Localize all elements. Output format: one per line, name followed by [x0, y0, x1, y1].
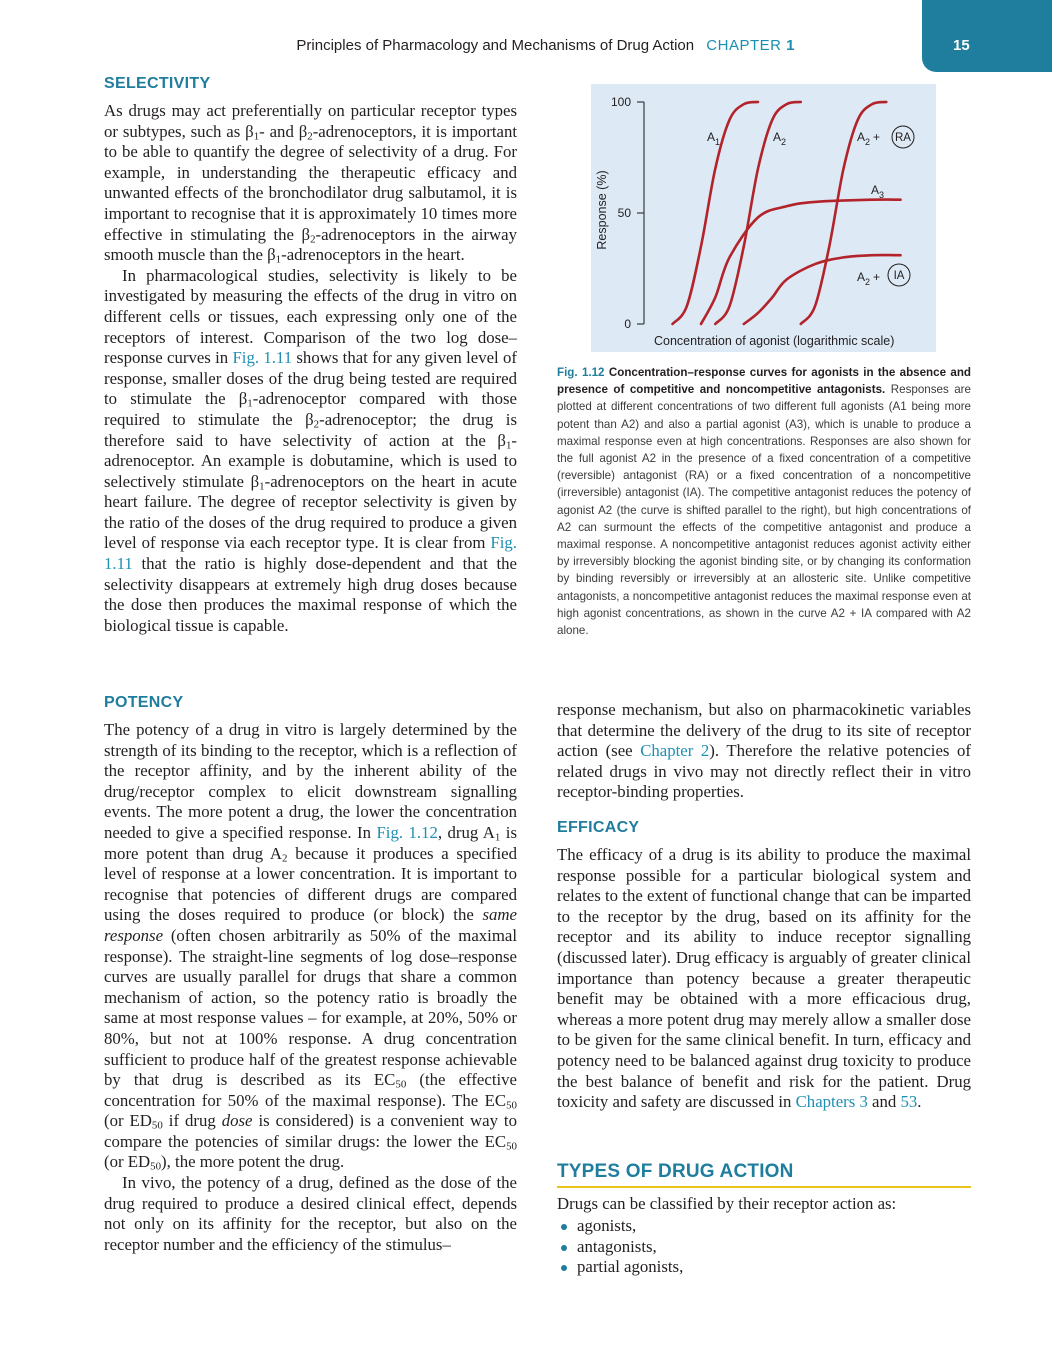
- chapter-53-link[interactable]: 53: [900, 1092, 918, 1112]
- potency-continued-paragraph: response mechanism, but also on pharmacokinetic variables that determine the delivery of the drug to its site of receptor action (see Chapter 2). Therefore the relative potencies of related drugs in vivo may not directly reflect their in vitro receptor-binding properties.: [557, 700, 971, 802]
- curve-a2: [715, 102, 801, 324]
- section-title-potency: POTENCY: [104, 694, 184, 711]
- chapter-2-link[interactable]: Chapter 2: [640, 741, 710, 761]
- potency-paragraph-1: The potency of a drug in vitro is largely determined by the strength of its binding to the receptor, which is a reflection of the receptor affinity, and by the inherent ability of the drug/receptor complex to elicit downstream signalling events. The more potent a drug, the lower the concentration needed to give a specified response. In Fig. 1.12, drug $A_1$ is more potent than drug $A_2$ because it produces a specified level of response at a lower concentration. It is important to recognise that potencies of different drugs are compared using the doses required to produce (or block) the same response (often chosen arbitrarily as 50% of the maximal response). The straight-line segments of log dose–response curves are usually parallel for drugs that share a common mechanism of action, so the potency ratio is broadly the same at most response values – for example, at 20%, 50% or 80%, but not at 100% response. A drug concentration sufficient to produce half of the greatest response achievable by that drug is described as its $EC_{50}$ (the effective concentration for 50% of the maximal response). The $EC_{50}$ (or $ED_{50}$ if drug dose is considered) is a convenient way to compare the potencies of similar drugs: the lower the $EC_{50}$ (or $ED_{50}$), the more potent the drug.: [104, 720, 517, 1174]
- efficacy-text: [557, 845, 971, 1113]
- figure-caption: [557, 364, 971, 639]
- chapter-number: 1: [786, 37, 795, 54]
- list-item: agonists,: [557, 1216, 683, 1237]
- potency-text: [104, 720, 517, 1255]
- tick-label-0: 0: [624, 317, 631, 331]
- caption-body: Responses are plotted at different concentrations of two different full agonists (A1 being more potent than A2) and also a partial agonist (A3), which is unable to produce a maximal response even at high concentrations. Responses are also shown for the full agonist A2 in the presence of a fixed concentration of a competitive (reversible) antagonist (RA) or a fixed concentration of a noncompetitive (irreversible) antagonist (IA). The competitive antagonist reduces the potency of agonist A2 (the curve is shifted parallel to the right), but high concentrations of A2 can surmount the effects of the competitive antagonist and produce a maximal response. A noncompetitive antagonist reduces agonist activity either by irreversibly blocking the agonist binding site, or by changing its conformation by binding reversibly or irreversibly at an allosteric site. Unlike competitive antagonists, a noncompetitive antagonist reduces the maximal response even at high agonist concentrations, as shown in the curve A2 + IA compared with A2 alone.: [557, 383, 971, 638]
- chapter-word: CHAPTER: [706, 37, 782, 54]
- section-title-efficacy: EFFICACY: [557, 819, 640, 836]
- fig-1-11-link[interactable]: Fig. 1.11: [232, 348, 293, 368]
- label-a2: $A_2$: [773, 130, 787, 147]
- concentration-response-chart: [557, 84, 971, 356]
- types-list: [557, 1216, 683, 1278]
- efficacy-paragraph: The efficacy of a drug is its ability to produce the maximal response possible for a particular biological system and relates to the extent of functional change that can be imparted to the receptor by the drug, based on its affinity for the receptor and its ability to induce receptor signalling (discussed later). Drug efficacy is arguably of greater clinical importance than potency because a greater therapeutic benefit may be obtained with a more efficacious drug, whereas a more potent drug may merely allow a smaller dose to be given for the same clinical benefit. In turn, efficacy and potency need to be balanced against drug toxicity to produce the best balance of benefit and risk for the patient. Drug toxicity and safety are discussed in Chapters 3 and 53.: [557, 845, 971, 1112]
- running-title: Principles of Pharmacology and Mechanisms of Drug Action: [296, 37, 695, 54]
- list-item: partial agonists,: [557, 1257, 683, 1278]
- label-a1: $A_1$: [707, 130, 721, 147]
- page-number: 15: [953, 37, 970, 54]
- curve-a1: [673, 102, 759, 324]
- fig-1-11-link[interactable]: Fig. 1.11: [104, 533, 517, 574]
- label-a2-ia: $A_2$ +: [857, 270, 881, 287]
- list-item: antagonists,: [557, 1237, 683, 1258]
- selectivity-text: [104, 101, 517, 636]
- y-axis-label: Response (%): [595, 170, 609, 250]
- potency-continued-text: [557, 700, 971, 803]
- section-title-types: TYPES OF DRUG ACTION: [557, 1161, 794, 1182]
- selectivity-paragraph-2: In pharmacological studies, selectivity is likely to be investigated by measuring the effects of the drug in vitro on different cells or tissues, each expressing only one of the receptors of interest. Comparison of the two log dose–response curves in Fig. 1.11 shows that for any given level of response, smaller doses of the drug being tested are required to stimulate the $\beta_1$-adrenoceptor compared with those required to stimulate the $\beta_2$-adrenoceptor; the drug is therefore said to have selectivity of action at the $\beta_1$-adrenoceptor. An example is dobutamine, which is used to selectively stimulate $\beta_1$-adrenoceptors on the heart in acute heart failure. The degree of receptor selectivity is given by the ratio of the doses of the drug required to produce a given level of response via each receptor type. It is clear from Fig. 1.11 that the ratio is highly dose-dependent and that the selectivity disappears at extremely high drug doses because the dose then produces the maximal response of which the biological tissue is capable.: [104, 265, 517, 635]
- selectivity-paragraph-1: As drugs may act preferentially on particular receptor types or subtypes, such as $\beta_1-$ and $\beta_2$-adrenoceptors, it is important to be able to quantify the degree of selectivity of a drug. For example, in understanding the therapeutic efficacy and unwanted effects of the bronchodilator drug salbutamol, it is important to recognise that it is approximately 10 times more effective in stimulating the $\beta_2$-adrenoceptors in the airway smooth muscle than the $\beta_1$-adrenoceptors in the heart.: [104, 101, 517, 266]
- caption-fig-number: Fig. 1.12: [557, 366, 605, 379]
- label-ia: IA: [893, 270, 905, 282]
- chapter-label: [706, 37, 795, 54]
- label-a2-ra: $A_2$ +: [857, 130, 881, 147]
- types-intro-wrap: [557, 1174, 971, 1215]
- section-title-selectivity: SELECTIVITY: [104, 75, 211, 92]
- chapters-3-link[interactable]: Chapters 3: [795, 1092, 868, 1112]
- curve-a2-ia: [744, 255, 901, 324]
- running-header: [296, 37, 795, 54]
- page-tab: [922, 0, 1052, 72]
- label-a3: $A_3$: [871, 183, 885, 200]
- tick-label-100: 100: [610, 95, 631, 109]
- caption-heading: Concentration–response curves for agonists in the absence and presence of competitive and noncompetitive antagonists.: [557, 366, 971, 397]
- tick-label-50: 50: [617, 206, 631, 220]
- types-intro: Drugs can be classified by their receptor action as:: [557, 1194, 897, 1213]
- x-axis-label: Concentration of agonist (logarithmic scale): [654, 334, 895, 348]
- label-ra: RA: [895, 132, 911, 144]
- potency-paragraph-2: In vivo, the potency of a drug, defined as the dose of the drug required to produce a desired clinical effect, depends not only on its affinity for the receptor, but also on the receptor number and the efficiency of the stimulus–: [104, 1173, 517, 1254]
- fig-1-12-link[interactable]: Fig. 1.12: [376, 822, 438, 842]
